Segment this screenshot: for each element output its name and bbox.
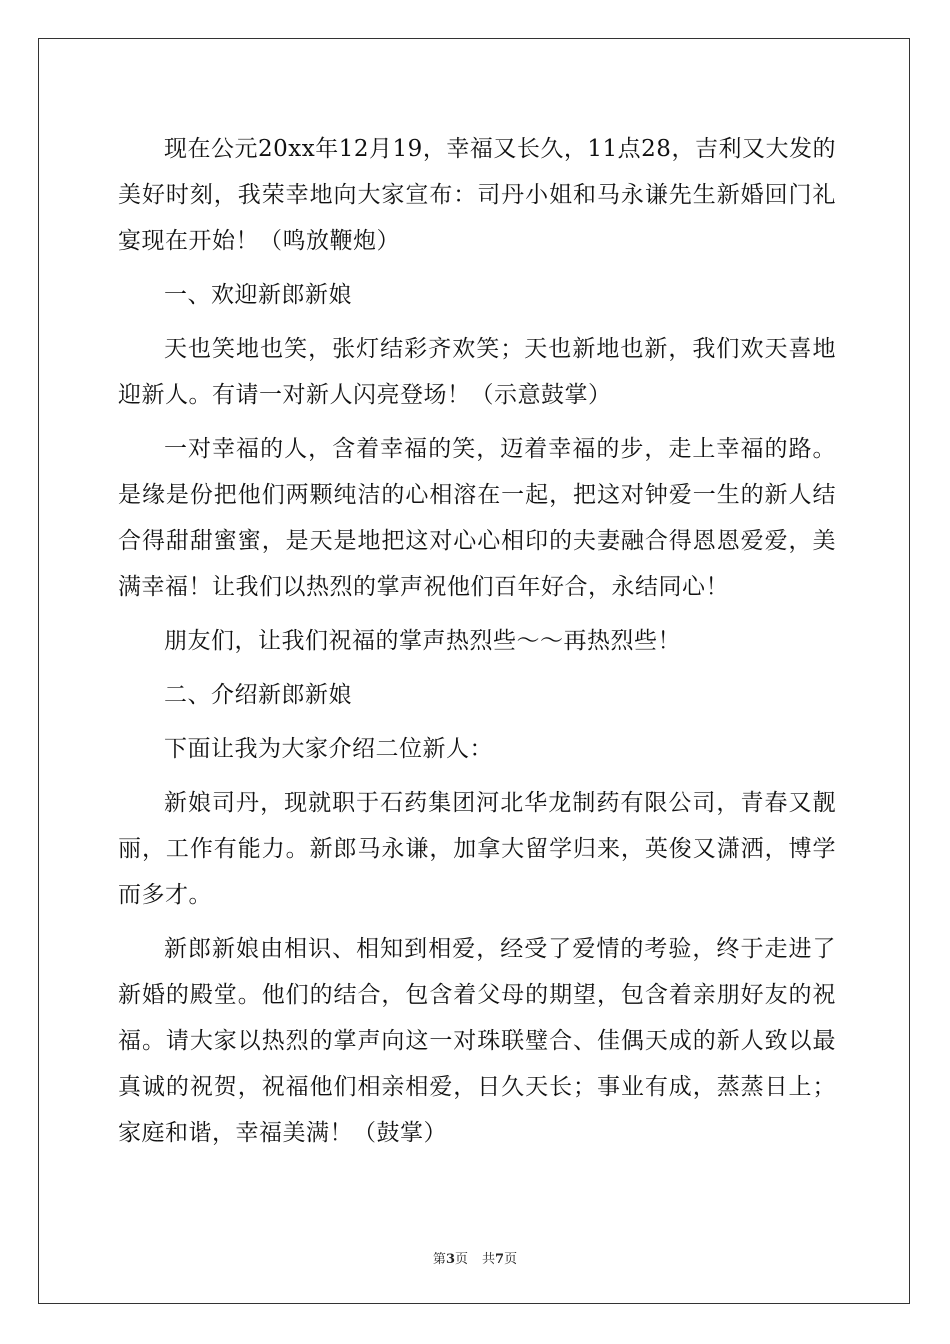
paragraph-blessing: 一对幸福的人，含着幸福的笑，迈着幸福的步，走上幸福的路。是缘是份把他们两颗纯洁的心相溶在一起，把这对钟爱一生的新人结合得甜甜蜜蜜，是天是地把这对心心相印的夫妻融合得恩恩爱爱，美满幸福！让我们以热烈的掌声祝他们百年好合，永结同心！ xyxy=(118,436,836,600)
paragraph-welcome: 天也笑地也笑，张灯结彩齐欢笑；天也新地也新，我们欢天喜地迎新人。有请一对新人闪亮登场！（示意鼓掌） xyxy=(118,336,836,408)
paragraph-opening: 现在公元20xx年12月19，幸福又长久，11点28，吉利又大发的美好时刻，我荣幸地向大家宣布：司丹小姐和马永谦先生新婚回门礼宴现在开始！（鸣放鞭炮） xyxy=(118,136,836,254)
total-suffix: 页 xyxy=(504,1252,518,1267)
section-heading-introduce: 二、介绍新郎新娘 xyxy=(164,682,352,708)
spacer xyxy=(118,264,836,272)
page-suffix: 页 xyxy=(454,1252,468,1267)
page-total: 7 xyxy=(495,1252,505,1267)
paragraph-applause: 朋友们，让我们祝福的掌声热烈些～～再热烈些！ xyxy=(164,628,681,654)
spacer xyxy=(118,718,836,726)
document-body xyxy=(118,126,836,1156)
spacer xyxy=(118,664,836,672)
spacer xyxy=(118,918,836,926)
spacer xyxy=(118,418,836,426)
paragraph-couple-bio: 新娘司丹，现就职于石药集团河北华龙制药有限公司，青春又靓丽，工作有能力。新郎马永谦，加拿大留学归来，英俊又潇洒，博学而多才。 xyxy=(118,790,836,908)
page-footer xyxy=(0,1248,950,1267)
page-prefix: 第 xyxy=(432,1252,446,1267)
total-prefix: 共 xyxy=(482,1252,496,1267)
paragraph-intro-lead: 下面让我为大家介绍二位新人： xyxy=(164,736,493,762)
spacer xyxy=(118,318,836,326)
spacer xyxy=(118,772,836,780)
paragraph-wedding-wishes: 新郎新娘由相识、相知到相爱，经受了爱情的考验，终于走进了新婚的殿堂。他们的结合，包含着父母的期望，包含着亲朋好友的祝福。请大家以热烈的掌声向这一对珠联璧合、佳偶天成的新人致以最真诚的祝贺，祝福他们相亲相爱，日久天长；事业有成，蒸蒸日上；家庭和谐，幸福美满！（鼓掌） xyxy=(118,936,836,1146)
spacer xyxy=(118,610,836,618)
page-current: 3 xyxy=(445,1252,455,1267)
section-heading-welcome: 一、欢迎新郎新娘 xyxy=(164,282,352,308)
